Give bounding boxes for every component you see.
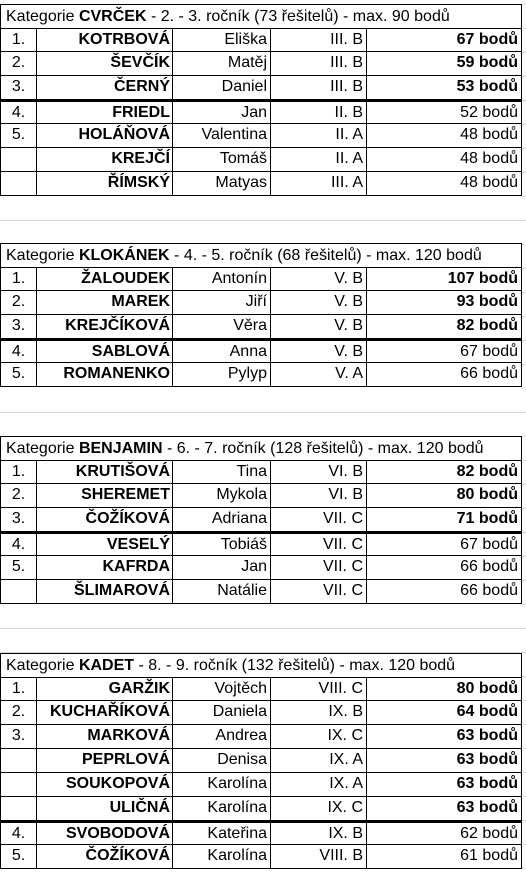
result-row [0,508,522,532]
points-cell: 82 bodů [456,317,518,334]
result-row [0,100,522,124]
points-cell: 67 bodů [456,31,518,48]
rank-cell: 1. [1,461,37,483]
first-name-cell: Mykola [173,484,271,507]
class-cell: VII. C [271,556,367,579]
points-cell: 80 bodů [456,486,518,503]
first-name-cell: Eliška [173,29,271,51]
surname-cell: KOTRBOVÁ [37,29,173,51]
result-row [0,749,522,773]
points-cell: 63 bodů [456,727,518,744]
class-cell: IX. C [271,725,367,748]
first-name-cell: Denisa [173,749,271,772]
result-row [0,363,522,387]
result-row [0,773,522,797]
result-row [0,315,522,339]
first-name-cell: Adriana [173,508,271,531]
rank-cell: 4. [1,534,37,555]
first-name-cell: Anna [173,341,271,362]
category-title-prefix: Kategorie [6,8,79,25]
result-row [0,339,522,363]
points-cell: 64 bodů [456,703,518,720]
surname-cell: ROMANENKO [37,363,173,386]
category-title-prefix: Kategorie [6,247,79,264]
points-cell: 48 bodů [460,174,518,191]
result-row [0,124,522,148]
grid-line [0,220,526,221]
surname-cell: ŠEVČÍK [37,52,173,75]
first-name-cell: Tina [173,461,271,483]
first-name-cell: Vojtěch [173,678,271,700]
class-cell: III. A [271,172,367,195]
points-cell: 66 bodů [460,365,518,382]
surname-cell: KREJČÍKOVÁ [37,315,173,338]
rank-cell [1,797,37,820]
points-cell: 48 bodů [460,150,518,167]
class-cell: V. B [271,341,367,362]
category-section [0,653,522,871]
category-header [0,436,522,460]
category-title-suffix: - 6. - 7. ročník (128 řešitelů) - max. 120 bodů [162,440,484,457]
rank-cell: 3. [1,76,37,99]
rank-cell: 1. [1,268,37,290]
first-name-cell: Jan [173,102,271,123]
first-name-cell: Věra [173,315,271,338]
class-cell: IX. A [271,749,367,772]
surname-cell: ŠLIMAROVÁ [37,580,173,603]
surname-cell: GARŽIK [37,678,173,700]
surname-cell: SHEREMET [37,484,173,507]
result-row [0,701,522,725]
points-cell: 61 bodů [460,847,518,864]
category-header [0,4,522,28]
category-section [0,243,522,389]
category-section [0,4,522,198]
rank-cell [1,749,37,772]
category-title-suffix: - 8. - 9. ročník (132 řešitelů) - max. 120 bodů [134,657,456,674]
surname-cell: PEPRLOVÁ [37,749,173,772]
rank-cell: 5. [1,845,37,868]
first-name-cell: Jan [173,556,271,579]
result-row [0,556,522,580]
surname-cell: MAREK [37,291,173,314]
class-cell: III. B [271,52,367,75]
category-header [0,653,522,677]
rank-cell: 2. [1,484,37,507]
surname-cell: KAFRDA [37,556,173,579]
points-cell: 53 bodů [456,78,518,95]
rank-cell: 2. [1,701,37,724]
surname-cell: SABLOVÁ [37,341,173,362]
points-cell: 71 bodů [456,510,518,527]
surname-cell: KREJČÍ [37,148,173,171]
class-cell: VI. B [271,484,367,507]
rank-cell: 4. [1,102,37,123]
rank-cell: 5. [1,556,37,579]
category-title-name: KADET [78,657,135,674]
result-row [0,28,522,52]
rank-cell [1,172,37,195]
points-cell: 52 bodů [460,104,518,121]
grid-line [0,628,526,629]
category-title-prefix: Kategorie [6,440,79,457]
class-cell: VIII. C [271,678,367,700]
points-cell: 93 bodů [456,293,518,310]
result-row [0,172,522,196]
first-name-cell: Antonín [173,268,271,290]
class-cell: IX. B [271,701,367,724]
points-cell: 80 bodů [456,680,518,697]
surname-cell: KUCHAŘÍKOVÁ [37,701,173,724]
rank-cell: 3. [1,315,37,338]
class-cell: II. A [271,124,367,147]
first-name-cell: Kateřina [173,823,271,844]
points-cell: 67 bodů [460,536,518,553]
points-cell: 66 bodů [460,558,518,575]
result-row [0,267,522,291]
rank-cell: 2. [1,52,37,75]
rank-cell [1,580,37,603]
rank-cell: 1. [1,678,37,700]
result-row [0,52,522,76]
rank-cell: 4. [1,823,37,844]
points-cell: 66 bodů [460,582,518,599]
points-cell: 67 bodů [460,343,518,360]
surname-cell: KRUTIŠOVÁ [37,461,173,483]
rank-cell: 3. [1,508,37,531]
first-name-cell: Daniela [173,701,271,724]
result-row [0,148,522,172]
rank-cell [1,148,37,171]
rank-cell [1,773,37,796]
category-title-suffix: - 2. - 3. ročník (73 řešitelů) - max. 90 bodů [146,8,450,25]
class-cell: VIII. B [271,845,367,868]
first-name-cell: Tomáš [173,148,271,171]
rank-cell: 5. [1,363,37,386]
category-title-name: KLOKÁNEK [78,247,170,264]
points-cell: 82 bodů [456,463,518,480]
surname-cell: ŽALOUDEK [37,268,173,290]
surname-cell: SVOBODOVÁ [37,823,173,844]
points-cell: 63 bodů [456,799,518,816]
surname-cell: ČERNÝ [37,76,173,99]
class-cell: VII. C [271,508,367,531]
result-row [0,532,522,556]
class-cell: VII. C [271,534,367,555]
surname-cell: MARKOVÁ [37,725,173,748]
class-cell: V. B [271,291,367,314]
first-name-cell: Andrea [173,725,271,748]
result-row [0,484,522,508]
first-name-cell: Matěj [173,52,271,75]
first-name-cell: Jiří [173,291,271,314]
result-row [0,725,522,749]
result-row [0,677,522,701]
rank-cell: 3. [1,725,37,748]
points-cell: 63 bodů [456,751,518,768]
result-row [0,291,522,315]
category-title-name: CVRČEK [78,8,147,25]
surname-cell: VESELÝ [37,534,173,555]
class-cell: V. B [271,315,367,338]
surname-cell: ČOŽÍKOVÁ [37,845,173,868]
class-cell: IX. C [271,797,367,820]
category-title-prefix: Kategorie [6,657,79,674]
class-cell: V. B [271,268,367,290]
category-title-suffix: - 4. - 5. ročník (68 řešitelů) - max. 120 bodů [169,247,482,264]
class-cell: IX. A [271,773,367,796]
first-name-cell: Valentina [173,124,271,147]
surname-cell: ČOŽÍKOVÁ [37,508,173,531]
class-cell: II. A [271,148,367,171]
first-name-cell: Matyas [173,172,271,195]
surname-cell: HOLÁŇOVÁ [37,124,173,147]
first-name-cell: Tobiáš [173,534,271,555]
class-cell: IX. B [271,823,367,844]
class-cell: VI. B [271,461,367,483]
class-cell: VII. C [271,580,367,603]
result-row [0,821,522,845]
points-cell: 62 bodů [460,825,518,842]
surname-cell: FRIEDL [37,102,173,123]
class-cell: III. B [271,76,367,99]
class-cell: V. A [271,363,367,386]
category-title-name: BENJAMIN [78,440,163,457]
surname-cell: SOUKOPOVÁ [37,773,173,796]
result-row [0,460,522,484]
rank-cell: 4. [1,341,37,362]
first-name-cell: Natálie [173,580,271,603]
points-cell: 107 bodů [447,270,518,287]
points-cell: 63 bodů [456,775,518,792]
first-name-cell: Karolína [173,773,271,796]
first-name-cell: Karolína [173,845,271,868]
first-name-cell: Pylyp [173,363,271,386]
first-name-cell: Daniel [173,76,271,99]
result-row [0,797,522,821]
rank-cell: 2. [1,291,37,314]
class-cell: II. B [271,102,367,123]
first-name-cell: Karolína [173,797,271,820]
category-section [0,436,522,606]
surname-cell: ULIČNÁ [37,797,173,820]
rank-cell: 1. [1,29,37,51]
category-header [0,243,522,267]
points-cell: 48 bodů [460,126,518,143]
points-cell: 59 bodů [456,54,518,71]
result-row [0,580,522,604]
rank-cell: 5. [1,124,37,147]
surname-cell: ŘÍMSKÝ [37,172,173,195]
class-cell: III. B [271,29,367,51]
grid-line [0,412,526,413]
result-row [0,76,522,100]
result-row [0,845,522,869]
